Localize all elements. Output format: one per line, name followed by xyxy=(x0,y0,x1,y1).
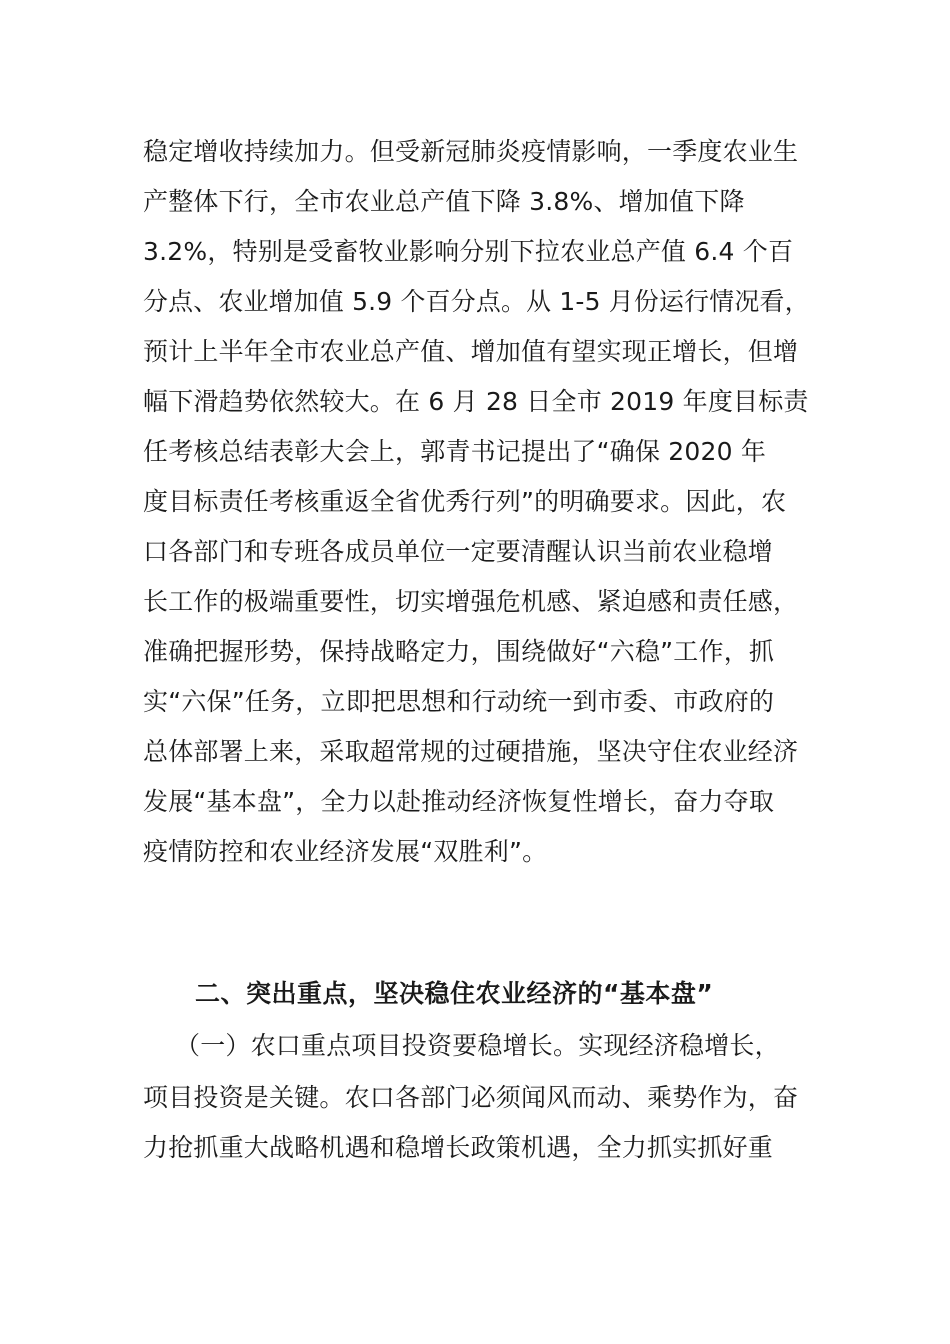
paragraph-line: 力抢抓重大战略机遇和稳增长政策机遇，全力抓实抓好重 xyxy=(143,1133,774,1162)
paragraph-line: 长工作的极端重要性，切实增强危机感、紧迫感和责任感， xyxy=(143,587,799,616)
paragraph-line: 3.2%，特别是受畜牧业影响分别下拉农业总产值 6.4 个百 xyxy=(143,237,794,266)
paragraph-line: 产整体下行，全市农业总产值下降 3.8%、增加值下降 xyxy=(143,187,745,216)
paragraph-line: 实“六保”任务，立即把思想和行动统一到市委、市政府的 xyxy=(143,687,775,716)
paragraph-line: 分点、农业增加值 5.9 个百分点。从 1-5 月份运行情况看， xyxy=(143,287,810,316)
paragraph-line: 度目标责任考核重返全省优秀行列”的明确要求。因此，农 xyxy=(143,487,787,516)
paragraph-line: 发展“基本盘”，全力以赴推动经济恢复性增长，奋力夺取 xyxy=(143,787,775,816)
paragraph-line: 项目投资是关键。农口各部门必须闻风而动、乘势作为，奋 xyxy=(143,1083,799,1112)
paragraph-line: 总体部署上来，采取超常规的过硬措施，坚决守住农业经济 xyxy=(143,737,799,766)
paragraph-line: 任考核总结表彰大会上，郭青书记提出了“确保 2020 年 xyxy=(143,437,767,466)
paragraph-line: 口各部门和专班各成员单位一定要清醒认识当前农业稳增 xyxy=(143,537,774,566)
paragraph-line: 稳定增收持续加力。但受新冠肺炎疫情影响，一季度农业生 xyxy=(143,137,799,166)
paragraph-line: 预计上半年全市农业总产值、增加值有望实现正增长，但增 xyxy=(143,337,799,366)
paragraph-line: 幅下滑趋势依然较大。在 6 月 28 日全市 2019 年度目标责 xyxy=(143,387,809,416)
paragraph-line: （一）农口重点项目投资要稳增长。实现经济稳增长， xyxy=(175,1031,780,1060)
paragraph-line: 疫情防控和农业经济发展“双胜利”。 xyxy=(143,837,548,866)
paragraph-line: 准确把握形势，保持战略定力，围绕做好“六稳”工作，抓 xyxy=(143,637,775,666)
section-heading: 二、突出重点，坚决稳住农业经济的“基本盘” xyxy=(195,979,714,1008)
